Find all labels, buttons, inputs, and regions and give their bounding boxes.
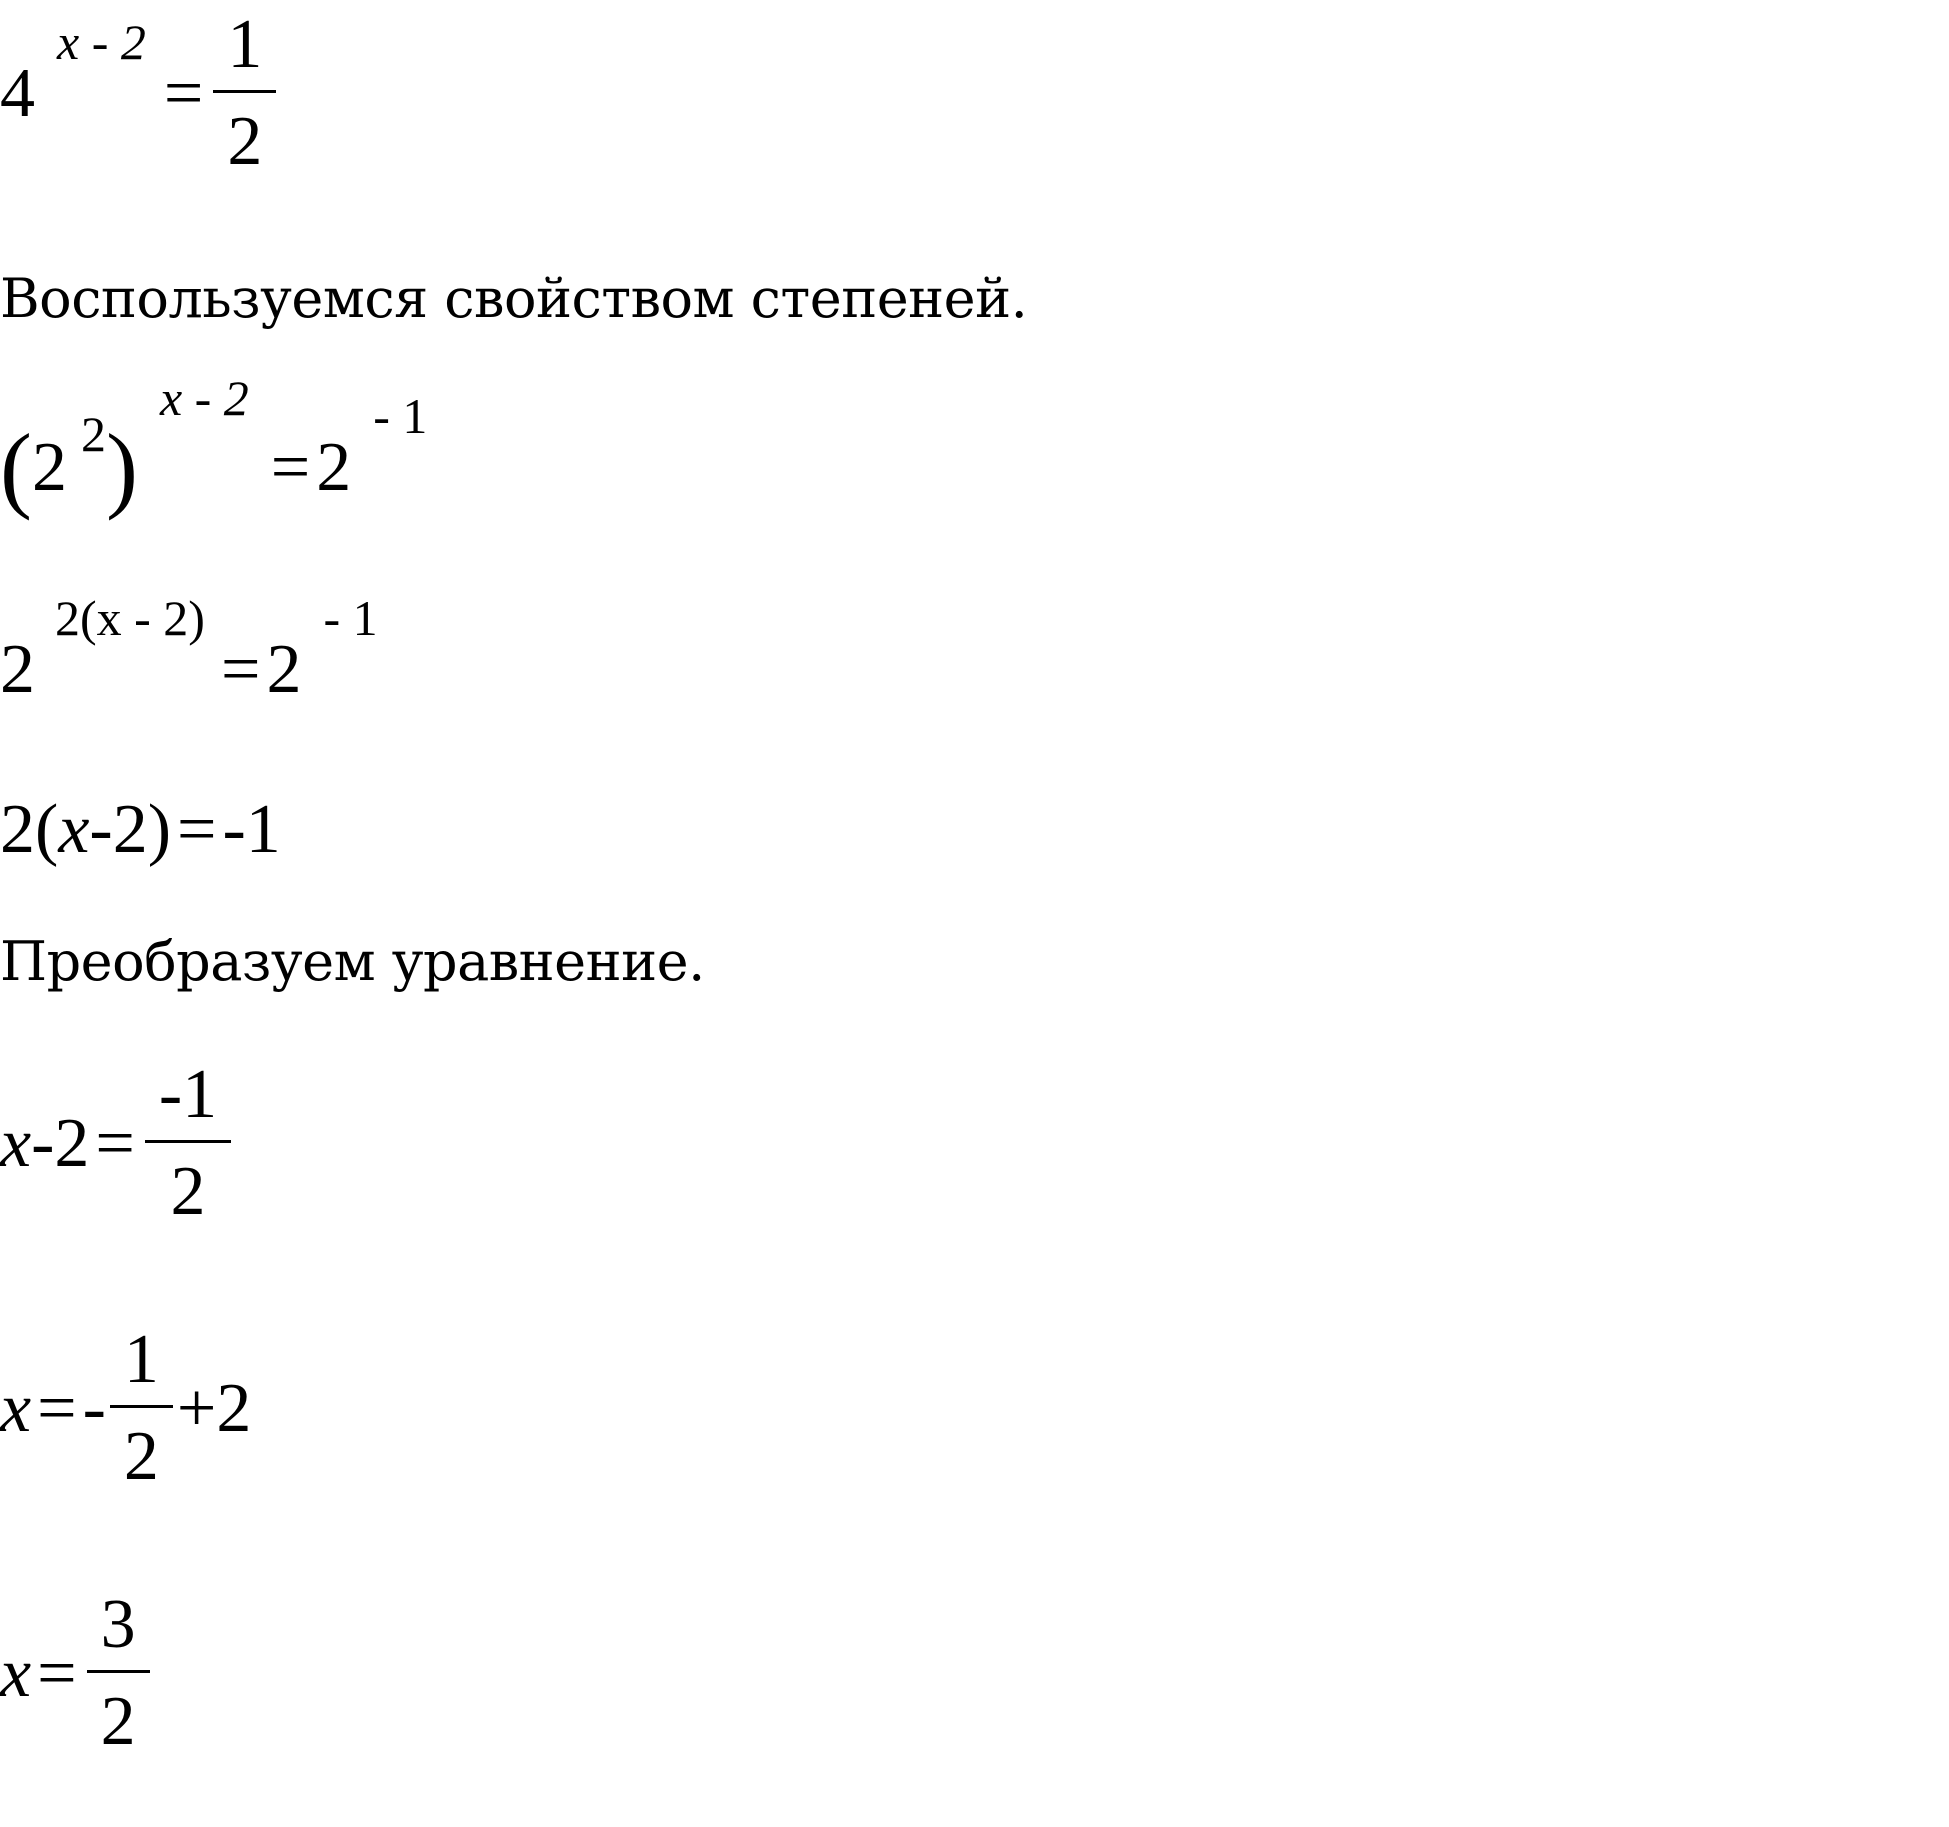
eq4-lhs-a: 2( — [0, 791, 59, 868]
eq5-fraction-bar — [145, 1140, 231, 1143]
eq4-equals: = — [177, 791, 217, 868]
eq2-rhs-base: 2 — [316, 429, 352, 506]
eq5-lhs-b: -2 — [31, 1104, 90, 1182]
eq1-fraction-bar — [213, 90, 276, 93]
eq1-denominator: 2 — [227, 103, 263, 180]
eq4-lhs-b: -2) — [89, 791, 172, 868]
eq2-right-paren: ) — [105, 414, 138, 521]
eq1-exponent: x - 2 — [57, 13, 146, 70]
eq6-variable: x — [0, 1369, 32, 1447]
eq5-fraction — [145, 1056, 231, 1230]
eq1-fraction — [213, 6, 276, 180]
eq1-equals: = — [163, 54, 204, 132]
eq1-numerator: 1 — [227, 6, 263, 83]
eq6-equals: = — [37, 1369, 77, 1447]
eq6-fraction-bar — [110, 1405, 173, 1408]
eq7-numerator: 3 — [100, 1586, 136, 1663]
eq5-variable: x — [0, 1104, 32, 1182]
eq3-exponent — [55, 590, 205, 646]
eq3-base: 2 — [0, 631, 35, 708]
eq2-equals: = — [270, 429, 311, 506]
equation-5 — [0, 1056, 235, 1230]
eq2-exponent: x - 2 — [159, 370, 249, 426]
eq7-equals: = — [37, 1634, 77, 1712]
eq7-variable: x — [0, 1634, 32, 1712]
eq6-denominator: 2 — [123, 1418, 159, 1495]
eq5-denominator: 2 — [170, 1153, 206, 1230]
eq3-rhs-exponent: - 1 — [323, 590, 378, 646]
step-text-1: Воспользуемся свойством степеней. — [0, 267, 1028, 330]
eq5-equals: = — [95, 1104, 135, 1182]
equation-4 — [0, 791, 281, 868]
eq7-denominator: 2 — [100, 1683, 136, 1760]
equation-3 — [0, 590, 378, 708]
eq2-inner-exponent: 2 — [80, 406, 106, 462]
eq2-base: 2 — [31, 429, 67, 506]
eq7-fraction — [87, 1586, 150, 1760]
eq2-left-paren: ( — [0, 414, 32, 521]
eq6-fraction — [110, 1321, 173, 1495]
eq3-equals: = — [220, 631, 261, 708]
step-text-2: Преобразуем уравнение. — [0, 930, 705, 993]
eq2-rhs-exponent: - 1 — [373, 388, 428, 444]
eq6-numerator: 1 — [123, 1321, 159, 1398]
equation-7 — [0, 1586, 154, 1760]
eq7-fraction-bar — [87, 1670, 150, 1673]
eq1-base: 4 — [0, 54, 35, 132]
equation-6 — [0, 1321, 252, 1495]
eq4-rhs: -1 — [222, 791, 281, 868]
eq5-numerator: -1 — [158, 1056, 218, 1133]
eq3-exponent-text: 2(x - 2) — [55, 590, 205, 646]
equation-2 — [0, 370, 428, 521]
equation-1 — [0, 6, 280, 180]
eq6-tail: +2 — [176, 1369, 252, 1447]
eq3-rhs-base: 2 — [266, 631, 302, 708]
eq4-variable: x — [58, 791, 90, 868]
eq6-minus: - — [82, 1369, 106, 1447]
